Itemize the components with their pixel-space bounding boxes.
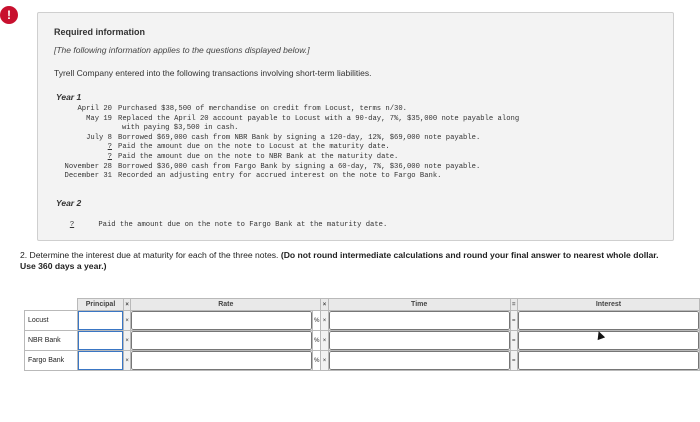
op-equals: = xyxy=(510,351,517,371)
fargo-principal-input[interactable] xyxy=(78,351,123,370)
required-information-panel xyxy=(37,12,674,241)
header-interest: Interest xyxy=(517,299,699,311)
row-label: Locust xyxy=(25,311,78,331)
transaction-date: April 20 xyxy=(77,105,112,113)
row-label: Fargo Bank xyxy=(25,351,78,371)
op-times: × xyxy=(321,351,328,371)
table-row xyxy=(25,351,700,371)
nbr-rate-input[interactable] xyxy=(131,331,312,350)
op-times: × xyxy=(321,299,328,311)
grid-header-row xyxy=(25,299,700,311)
transaction-date: May 19 xyxy=(86,114,112,123)
op-times: × xyxy=(123,311,130,331)
transaction-desc: Recorded an adjusting entry for accrued interest on the note to Fargo Bank. xyxy=(118,172,442,181)
info-note: [The following information applies to the questions displayed below.] xyxy=(54,45,310,55)
transaction-desc: Replaced the April 20 account payable to Locust with a 90-day, 7%, $35,000 note payable along xyxy=(118,114,520,123)
header-rate: Rate xyxy=(131,299,321,311)
transaction-desc: with paying $3,500 in cash. xyxy=(122,124,239,133)
op-times: × xyxy=(321,311,328,331)
year-2-label: Year 2 xyxy=(56,198,82,208)
nbr-time-input[interactable] xyxy=(329,331,510,350)
percent-sign: % xyxy=(313,331,321,351)
transaction-date: December 31 xyxy=(64,172,112,181)
op-equals: = xyxy=(510,299,517,311)
op-times: × xyxy=(123,351,130,371)
transaction-desc: Paid the amount due on the note to Fargo Bank at the maturity date. xyxy=(98,221,388,229)
locust-interest-input[interactable] xyxy=(518,311,699,330)
table-row xyxy=(25,311,700,331)
header-principal: Principal xyxy=(78,299,124,311)
question-prompt xyxy=(20,250,670,272)
transaction-desc: Borrowed $36,000 cash from Fargo Bank by signing a 60-day, 7%, $36,000 note payable. xyxy=(118,162,481,171)
locust-principal-input[interactable] xyxy=(78,311,123,330)
question-instructions: (Do not round intermediate calculations and round your final answer to nearest whole dollar. Use 360 days a year.) xyxy=(20,250,659,271)
fargo-rate-input[interactable] xyxy=(131,351,312,370)
header-time: Time xyxy=(328,299,510,311)
date-blank-select[interactable]: ? xyxy=(107,152,112,161)
op-times: × xyxy=(321,331,328,351)
question-text: 2. Determine the interest due at maturity for each of the three notes. xyxy=(20,250,279,260)
alert-icon: ! xyxy=(0,6,18,24)
percent-sign: % xyxy=(313,351,321,371)
year-2-transaction xyxy=(58,221,387,230)
locust-rate-input[interactable] xyxy=(131,311,312,330)
transaction-desc: Paid the amount due on the note to NBR Bank at the maturity date. xyxy=(118,152,399,161)
info-intro: Tyrell Company entered into the following transactions involving short-term liabilities. xyxy=(54,68,372,78)
info-title: Required information xyxy=(54,27,146,37)
fargo-time-input[interactable] xyxy=(329,351,510,370)
op-times: × xyxy=(123,299,130,311)
op-equals: = xyxy=(510,331,517,351)
year-1-label: Year 1 xyxy=(56,92,82,102)
row-label: NBR Bank xyxy=(25,331,78,351)
op-equals: = xyxy=(510,311,517,331)
nbr-principal-input[interactable] xyxy=(78,331,123,350)
transaction-desc: Borrowed $69,000 cash from NBR Bank by signing a 120-day, 12%, $69,000 note payable. xyxy=(118,133,481,142)
date-blank-select[interactable]: ? xyxy=(69,221,75,229)
transaction-desc: Paid the amount due on the note to Locust at the maturity date. xyxy=(118,143,390,152)
locust-time-input[interactable] xyxy=(329,311,510,330)
op-times: × xyxy=(123,331,130,351)
transaction-date: November 28 xyxy=(64,162,112,171)
nbr-interest-input[interactable] xyxy=(518,331,699,350)
fargo-interest-input[interactable] xyxy=(518,351,699,370)
date-blank-select[interactable]: ? xyxy=(107,143,112,152)
transaction-date: July 8 xyxy=(86,133,112,142)
transaction-desc: Purchased $38,500 of merchandise on credit from Locust, terms n/30. xyxy=(118,105,407,113)
percent-sign: % xyxy=(313,311,321,331)
